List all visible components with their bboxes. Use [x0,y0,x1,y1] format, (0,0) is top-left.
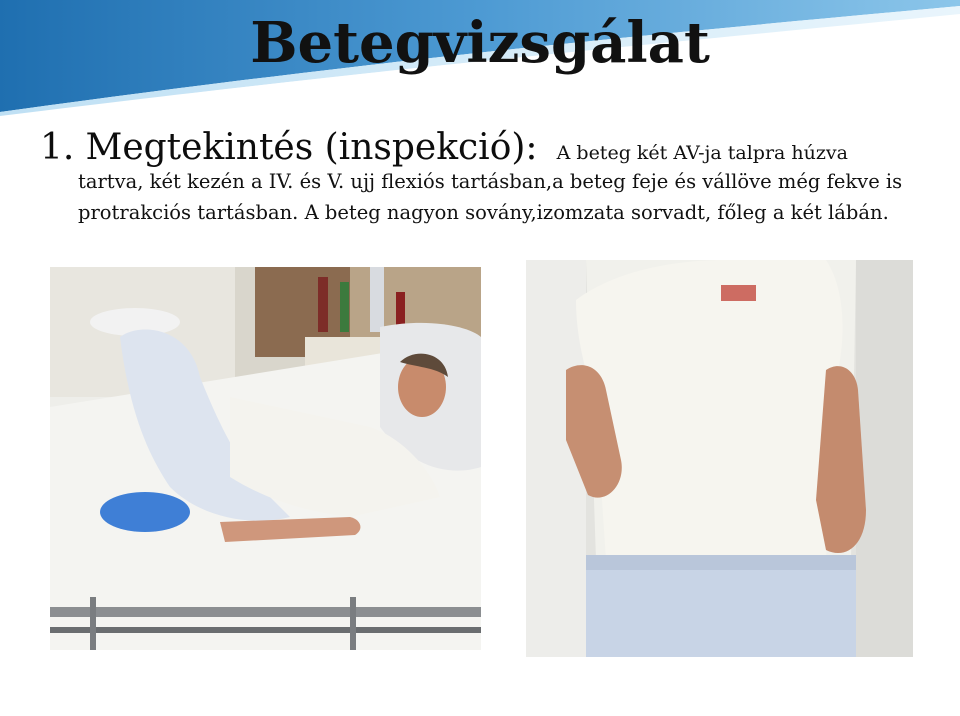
patient-lying-photo [50,267,481,650]
point-heading: Megtekintés (inspekció): [85,127,538,168]
point-number: 1. [40,127,75,168]
point-body-text: tartva, két kezén a IV. és V. ujj flexiós tartásban,a beteg feje és vállöve még fekve is protrakciós tartásban. A beteg nagyon sovány,izomzata sorvadt, főleg a két lábán. [78,170,903,224]
inspection-point [40,126,920,228]
slide-title: Betegvizsgálat [250,10,710,76]
patient-torso-photo [526,260,913,657]
point-lead-text: A beteg két AV-ja talpra húzva [556,142,848,164]
